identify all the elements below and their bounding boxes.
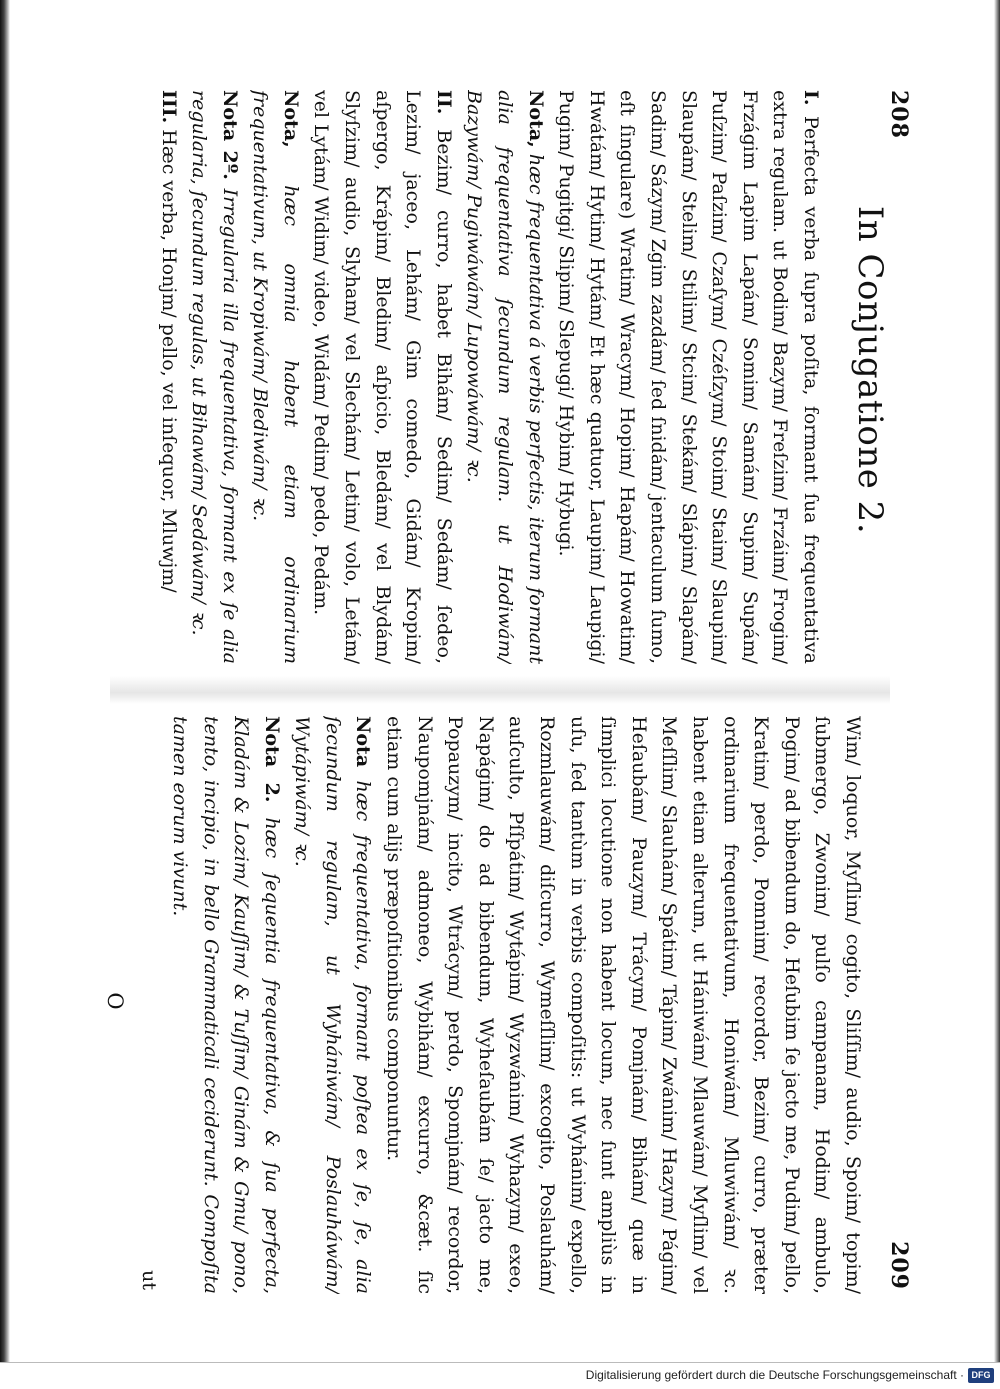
signature-mark: O bbox=[102, 992, 127, 1018]
right-page-body bbox=[86, 716, 868, 1294]
paragraph-lead: Nota, bbox=[524, 90, 547, 148]
page-number-left: 208 bbox=[886, 90, 912, 139]
scan-edge-left bbox=[0, 0, 10, 1362]
digitization-footer bbox=[0, 1362, 1000, 1389]
paragraph-text: Wim/ loquor, Myſlim/ cogito, Sliſſim/ audio, Spoim/ topim/ ſubmergo, Zwonim/ pulſo campanam, Hodim/ ambulo, Pogim/ ad bibendum do, Heſubim ſe jacto me, Pudim/ pello, Kratim/ perdo, Pomnim/ recordor, Bezim/ curro, præter ordinarium frequentativum, Honiwám/ Mluwiwám/ ꝛc. habent etiam alterum, ut Hániwám/ Mlauwám/ Myſlim/ vel Meſſlim/ Slauhám/ Spátim/ Tápim/ Zwánim/ Hazym/ Págim/ Heſaubám/ Pauzym/ Trácym/ Pomjnám/ Bihám/ quæ in ſimplici locutione non habent locum, nec ſunt ampliùs in uſu, ſed tantùm in verbis compoſitis: ut Wyhánim/ expello, Rozmlauwám/ diſcurro, Wymeſſlim/ excogito, Poslauhám/ auſculto, Pſſpátim/ Wytápim/ Wyzwánim/ Wyhazym/ exeo, Napágim/ do ad bibendum, Wyheſaubám ſe/ jacto me, Popauzym/ incito, Wtrácym/ perdo, Spomjnám/ recordor, Naupomjnám/ admoneo, Wybihám/ excurro, &cæt. ſic etiam cum alijs præpoſitionibus componuntur. bbox=[383, 716, 864, 1294]
paragraph-haec-verba bbox=[153, 90, 184, 664]
page-number-right: 209 bbox=[886, 1241, 912, 1290]
paragraph-nota bbox=[459, 90, 551, 664]
paragraph-bezim bbox=[306, 90, 459, 664]
dfg-logo-icon: DFG bbox=[968, 1368, 994, 1383]
paragraph-lead: Nota, bbox=[279, 90, 302, 148]
scan-edge-right bbox=[994, 0, 1000, 1362]
catchword: ut bbox=[138, 1270, 161, 1290]
paragraph-text: hæc frequentativa, formant poſtea ex ſe, ſe, alia ſecundum regulam, ut Wyhániwám/ Poslauháwám/ Wytápiwám/ ꝛc. bbox=[291, 716, 375, 1294]
paragraph-lead: Nota 2. bbox=[260, 716, 283, 803]
left-page bbox=[70, 70, 930, 670]
paragraph-text: hæc ſequentia frequentativa, & ſua perfecta, Kladám & Lozim/ Kauſſim/ & Tuſſim/ Ginám & Gmu/ pono, tento, incipio, in bello Grammaticali ceciderunt. Compoſita tamen eorum vivunt. bbox=[168, 716, 283, 1294]
paragraph-text: Irregularia illa frequentativa, formant ex ſe alia regularia, ſecundum regulas, ut Bihawám/ Sedáwám/ ꝛc. bbox=[188, 90, 241, 664]
rotated-spread bbox=[70, 70, 930, 1310]
footer-credit: Digitalisierung gefördert durch die Deutsche Forschungsgemeinschaft · bbox=[585, 1368, 964, 1382]
paragraph-perfecta bbox=[551, 90, 826, 664]
left-page-body bbox=[86, 90, 826, 664]
book-gutter bbox=[110, 676, 890, 704]
paragraph-text: Perfecta verba ſupra poſita, formant ſua frequentativa extra regulam. ut Bodim/ Bazym/ Freſzim/ Frzáim/ Frogim/ Frzágim Lapim Lapám/ Somim/ Samám/ Supim/ Supám/ Puſzim/ Paſzim/ Czaſym/ Czéſzym/ Stoim/ Staim/ Slaupim/ Slaupám/ Stelim/ Stilim/ Stcim/ Stekám/ Slápim/ Slapám/ Sadim/ Sázym/ Zgim zazdám/ ſed ſnidám/ jentaculum ſumo, eſt ſingulare) Wratim/ Wracym/ Hopim/ Hapám/ Howatim/ Hwátám/ Hytim/ Hytám/ Et hæc quatuor, Laupim/ Laupigi/ Pugim/ Pugitgi/ Slipim/ Slepugi/ Hybim/ Hybugi. bbox=[555, 90, 822, 664]
paragraph-text: hæc omnia habent etiam ordinarium frequentativum, ut Kropiwám/ Blediwám/ ꝛc. bbox=[249, 90, 302, 664]
paragraph-lead: Nota bbox=[352, 716, 375, 768]
paragraph-nota-ordinarium bbox=[245, 90, 306, 664]
section-heading: In Conjugatione 2. bbox=[850, 205, 890, 535]
paragraph-nota bbox=[287, 716, 379, 1294]
right-page bbox=[70, 710, 930, 1310]
paragraph-text: hæc frequentativa á verbis perfectis, iterum formant alia frequentativa ſecundum regulam. ut Hodiwám/ Bazywám/ Pugiwáwám/ Lupowáwám/ ꝛc. bbox=[463, 90, 547, 664]
paragraph-nota-2 bbox=[184, 90, 245, 664]
paragraph-lead: III. bbox=[157, 90, 180, 124]
paragraph-text: Bezim/ curro, habet Bihám/ Sedim/ Sedám/ ſedeo, Lezim/ jaceo, Lehám/ Gim comedo, Gidám/ Kropim/ aſpergo, Krápim/ Bledim/ aſpicio, Bledám/ vel Blydám/ Slyſzim/ audio, Slyham/ vel Slechám/ Letim/ volo, Letám/ vel Lytám/ Widim/ video, Widám/ Pedim/ pedo, Pedám. bbox=[310, 90, 455, 664]
paragraph-lead: I. bbox=[800, 90, 822, 106]
paragraph-continuation bbox=[379, 716, 869, 1294]
paragraph-lead: Nota 2º. bbox=[218, 90, 241, 180]
paragraph-text: Hæc verba, Honjm/ pello, vel inſequor, Mluwjm/ bbox=[157, 129, 180, 593]
paragraph-lead: II. bbox=[432, 90, 455, 115]
paragraph-nota-2 bbox=[164, 716, 286, 1294]
